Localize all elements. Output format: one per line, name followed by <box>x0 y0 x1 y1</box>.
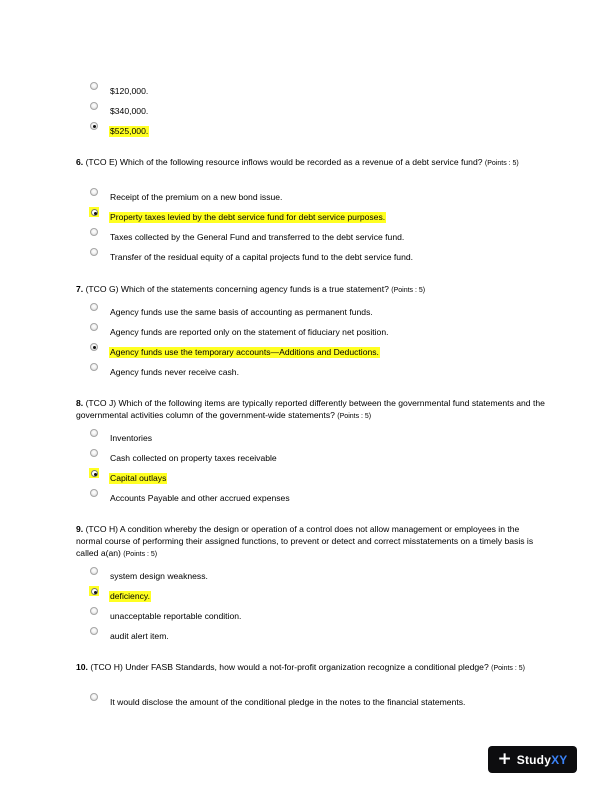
radio-button-selected[interactable] <box>89 468 99 478</box>
option-label-highlighted: deficiency. <box>110 591 150 601</box>
option-label: unacceptable reportable condition. <box>110 611 242 621</box>
radio-button[interactable] <box>90 363 98 371</box>
radio-button-selected[interactable] <box>90 343 98 351</box>
option-label: system design weakness. <box>110 571 208 581</box>
radio-button-selected[interactable] <box>90 122 98 130</box>
logo-text-main: Study <box>516 752 552 767</box>
radio-button[interactable] <box>90 429 98 437</box>
radio-button[interactable] <box>90 607 98 615</box>
option-label: Agency funds never receive cash. <box>110 367 239 377</box>
option-label: Agency funds use the same basis of accounting as permanent funds. <box>110 307 373 317</box>
radio-button[interactable] <box>90 303 98 311</box>
option-label-highlighted: Agency funds use the temporary accounts—Additions and Deductions. <box>110 347 379 357</box>
radio-button[interactable] <box>90 188 98 196</box>
option-label-highlighted: $525,000. <box>110 126 149 136</box>
question-7 <box>76 283 546 297</box>
question-number: 10. <box>76 662 88 672</box>
radio-button[interactable] <box>90 102 98 110</box>
option-label: Accounts Payable and other accrued expenses <box>110 493 290 503</box>
question-body: (TCO J) Which of the following items are typically reported differently between the governmental fund statements and the governmental activities column of the government-wide statements? <box>76 398 545 420</box>
option-label: audit alert item. <box>110 631 169 641</box>
question-10 <box>76 661 546 675</box>
option-label-highlighted: Capital outlays <box>110 473 167 483</box>
question-points: (Points : 5) <box>484 160 519 167</box>
radio-button-selected[interactable] <box>89 207 99 217</box>
question-points: (Points : 5) <box>337 413 372 420</box>
question-text <box>76 523 546 561</box>
question-9 <box>76 523 546 561</box>
logo-text-accent: XY <box>551 752 568 767</box>
radio-button[interactable] <box>90 489 98 497</box>
option-label: Taxes collected by the General Fund and transferred to the debt service fund. <box>110 232 405 242</box>
option-label: Transfer of the residual equity of a capital projects fund to the debt service fund. <box>110 252 414 262</box>
studyxy-logo <box>488 746 577 773</box>
question-number: 8. <box>76 398 84 408</box>
radio-button[interactable] <box>90 228 98 236</box>
question-number: 7. <box>76 284 84 294</box>
radio-button[interactable] <box>90 449 98 457</box>
radio-button[interactable] <box>90 82 98 90</box>
option-label: Inventories <box>110 433 153 443</box>
option-label: $120,000. <box>110 86 149 96</box>
plus-icon: + <box>497 749 512 769</box>
question-points: (Points : 5) <box>123 551 158 558</box>
option-label: Cash collected on property taxes receivable <box>110 453 277 463</box>
question-number: 9. <box>76 524 84 534</box>
question-points: (Points : 5) <box>391 287 426 294</box>
logo-text <box>517 753 568 767</box>
option-label: Receipt of the premium on a new bond issue. <box>110 192 283 202</box>
question-text <box>76 283 546 297</box>
radio-button[interactable] <box>90 248 98 256</box>
question-body: (TCO H) A condition whereby the design or operation of a control does not allow management or employees in the normal course of performing their assigned functions, to prevent or detect and correct misstatements on a timely basis is called a(an) <box>76 524 534 558</box>
question-number: 6. <box>76 157 84 167</box>
radio-button-selected[interactable] <box>89 586 99 596</box>
option-label: It would disclose the amount of the conditional pledge in the notes to the financial statements. <box>110 697 466 707</box>
question-body: (TCO H) Under FASB Standards, how would a not-for-profit organization recognize a conditional pledge? <box>90 662 489 672</box>
question-points: (Points : 5) <box>491 665 525 672</box>
question-text <box>76 397 546 423</box>
option-label: Agency funds are reported only on the statement of fiduciary net position. <box>110 327 389 337</box>
question-body: (TCO E) Which of the following resource inflows would be recorded as a revenue of a debt service fund? <box>85 157 483 167</box>
radio-button[interactable] <box>90 323 98 331</box>
question-body: (TCO G) Which of the statements concerning agency funds is a true statement? <box>85 284 389 294</box>
question-text <box>76 661 546 675</box>
radio-button[interactable] <box>90 567 98 575</box>
question-text <box>76 156 546 170</box>
option-label-highlighted: Property taxes levied by the debt service fund for debt service purposes. <box>110 212 386 222</box>
radio-button[interactable] <box>90 693 98 701</box>
radio-button[interactable] <box>90 627 98 635</box>
question-8 <box>76 397 546 423</box>
question-6 <box>76 156 546 170</box>
option-label: $340,000. <box>110 106 149 116</box>
